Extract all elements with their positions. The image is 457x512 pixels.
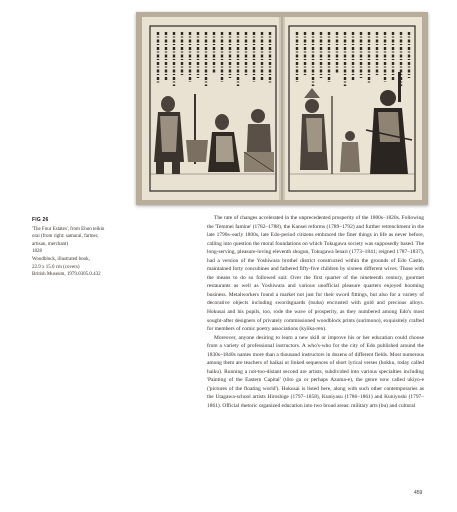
main-text-column <box>207 214 424 411</box>
woodblock-print-image <box>136 12 428 205</box>
body-paragraph: The rate of changes accelerated in the unprecedented prosperity of the 1800s–1820s. Following the 'Temmei famine' (1782–1788), the Kansei reforms (1789–1792) and further retrenchment in the late 1790s–early 1800s, late Edo-period citizens embraced the finer things in life as never before, calling into question the moral foundations on which Tokugawa society was supposedly based. The long-serving, pleasure-loving eleventh shogun, Tokugawa Ienari (1773–1841; reigned 1787–1837), had a version of the Yoshiwara brothel district constructed within the grounds of Edo Castle, maintained forty concubines and fathered fifty-five children by sixteen different wives. Those with the means to do so followed suit. Over the first quarter of the nineteenth century, gourmet restaurants as well as Yoshiwara and various unofficial pleasure quarters enjoyed booming business. Metalworkers found a market not just for their sword fittings, but also for a variety of decorative objects including swordsguards (tsuba) encrusted with gold and precious alloys. Hokusai and his pupils, too, rode the wave of prosperity, as they numbered among Edo's most sought-after designers of privately commissioned woodblock prints (surimono), exquisitely crafted for members of comic poetry associations (kyōka-ren). <box>207 215 424 333</box>
caption-line: 1828 <box>32 249 42 255</box>
book-illustration <box>136 12 428 205</box>
calligraphy-right <box>297 32 409 86</box>
caption-line: orai (from right: samurai, farmer, <box>32 234 99 240</box>
figure-caption <box>32 217 132 279</box>
caption-line: British Museum, 1979.0305.0.432 <box>32 272 101 278</box>
caption-line: 'The Four Estates', from Ehon teikin <box>32 226 105 232</box>
caption-line: 22.9 x 15.0 cm (covers) <box>32 264 80 270</box>
page-number: 459 <box>414 490 423 496</box>
body-paragraph: Moreover, anyone desiring to learn a new skill or improve his or her education could choose from a variety of professional instructors. A who's-who for the city of Edo published around the 1830s–1840s names more than a thousand instructors in dozens of different fields. Most numerous among them are teachers of haikai or linked sequences of short lyrical verses (hokku, today called haiku). Running a not-too-distant second are artists, subdivided into various specialties including 'Painting of the Eastern Capital' (tōto ga or perhaps Azuma-e), the genre now called ukiyo-e ('pictures of the floating world'). Hokusai is listed here, along with such other contemporaries as the Utagawa-school artists Hiroshige (1797–1858), Kuniyasu (1786–1861) and Kuniyoshi (1797–1861). Official rhetoric organized education into two broad areas: military arts (bu) and cultural <box>207 334 424 410</box>
figure-label: FIG 26 <box>32 217 49 223</box>
caption-line: Woodblock, illustrated book, <box>32 256 90 262</box>
caption-line: artisan, merchant) <box>32 241 69 247</box>
